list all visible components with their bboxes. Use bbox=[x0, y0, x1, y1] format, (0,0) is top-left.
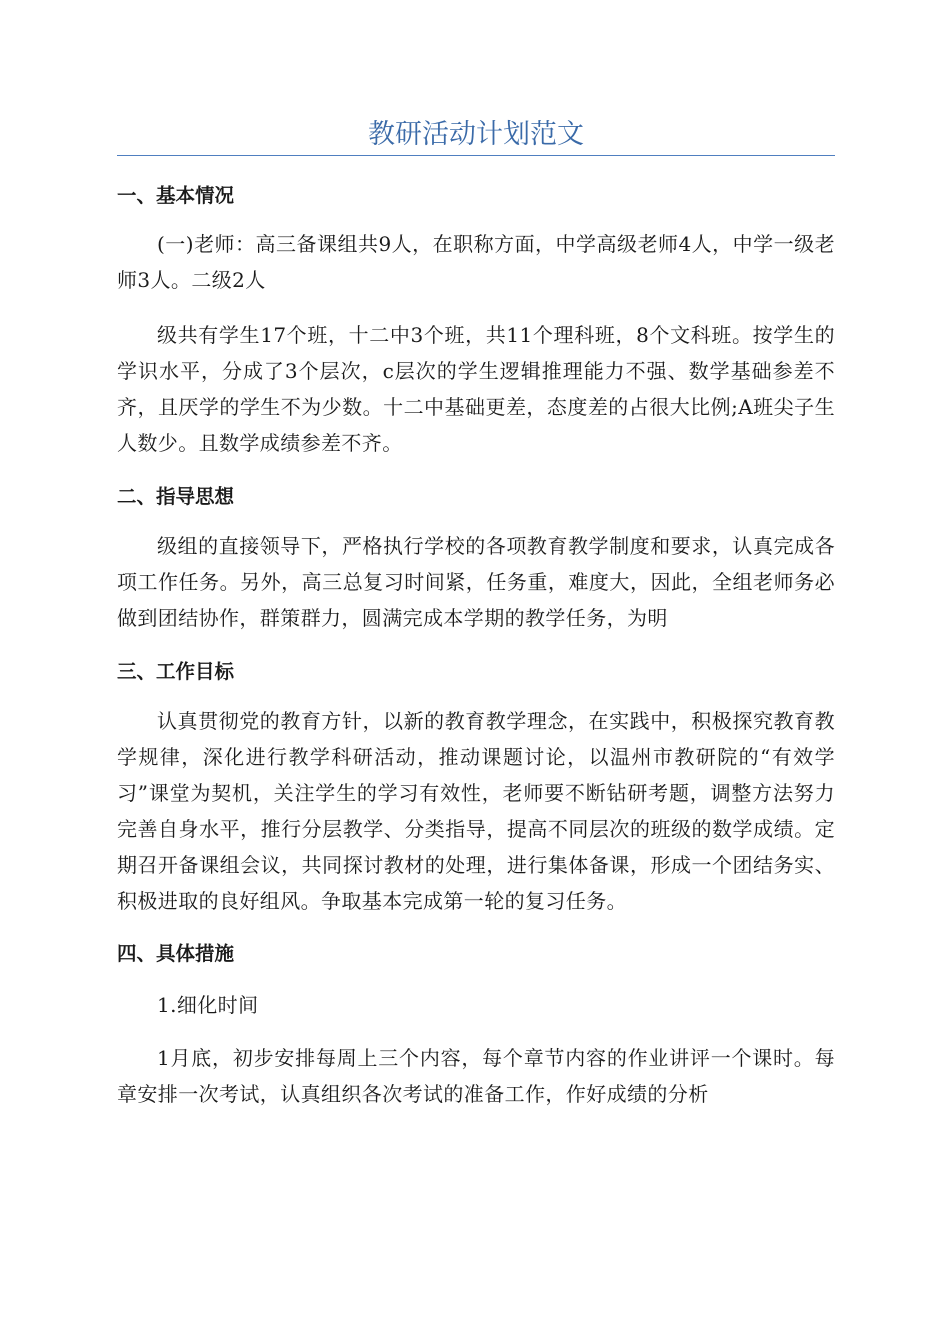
document-title: 教研活动计划范文 bbox=[368, 119, 584, 150]
section-heading: 四、具体措施 bbox=[117, 942, 235, 965]
paragraph: 级共有学生17个班，十二中3个班，共11个理科班，8个文科班。按学生的学识水平，分成了3个层次，c层次的学生逻辑推理能力不强、数学基础参差不齐，且厌学的学生不为少数。十二中基础更差，态度差的占很大比例;A班尖子生人数少。且数学成绩参差不齐。 bbox=[117, 323, 835, 455]
section-heading: 二、指导思想 bbox=[117, 485, 235, 508]
section-heading: 一、基本情况 bbox=[117, 184, 235, 207]
section-specific-measures bbox=[117, 940, 835, 1112]
section-guiding-thought bbox=[117, 483, 835, 636]
paragraph: (一)老师：高三备课组共9人，在职称方面，中学高级老师4人，中学一级老师3人。二级2人 bbox=[117, 232, 835, 292]
section-heading: 三、工作目标 bbox=[117, 660, 235, 683]
paragraph: 1.细化时间 bbox=[157, 993, 259, 1017]
section-work-goals bbox=[117, 658, 835, 919]
paragraph: 1月底，初步安排每周上三个内容，每个章节内容的作业讲评一个课时。每章安排一次考试，认真组织各次考试的准备工作，作好成绩的分析 bbox=[117, 1046, 835, 1106]
section-basic-situation bbox=[117, 182, 835, 461]
title-underline bbox=[117, 155, 835, 156]
document-page bbox=[117, 0, 835, 1112]
paragraph: 级组的直接领导下，严格执行学校的各项教育教学制度和要求，认真完成各项工作任务。另外，高三总复习时间紧，任务重，难度大，因此，全组老师务必做到团结协作，群策群力，圆满完成本学期的教学任务，为明 bbox=[117, 534, 835, 630]
paragraph: 认真贯彻党的教育方针，以新的教育教学理念，在实践中，积极探究教育教学规律，深化进行教学科研活动，推动课题讨论，以温州市教研院的“有效学习”课堂为契机，关注学生的学习有效性，老师要不断钻研考题，调整方法努力完善自身水平，推行分层教学、分类指导，提高不同层次的班级的数学成绩。定期召开备课组会议，共同探讨教材的处理，进行集体备课，形成一个团结务实、积极进取的良好组风。争取基本完成第一轮的复习任务。 bbox=[117, 709, 835, 913]
